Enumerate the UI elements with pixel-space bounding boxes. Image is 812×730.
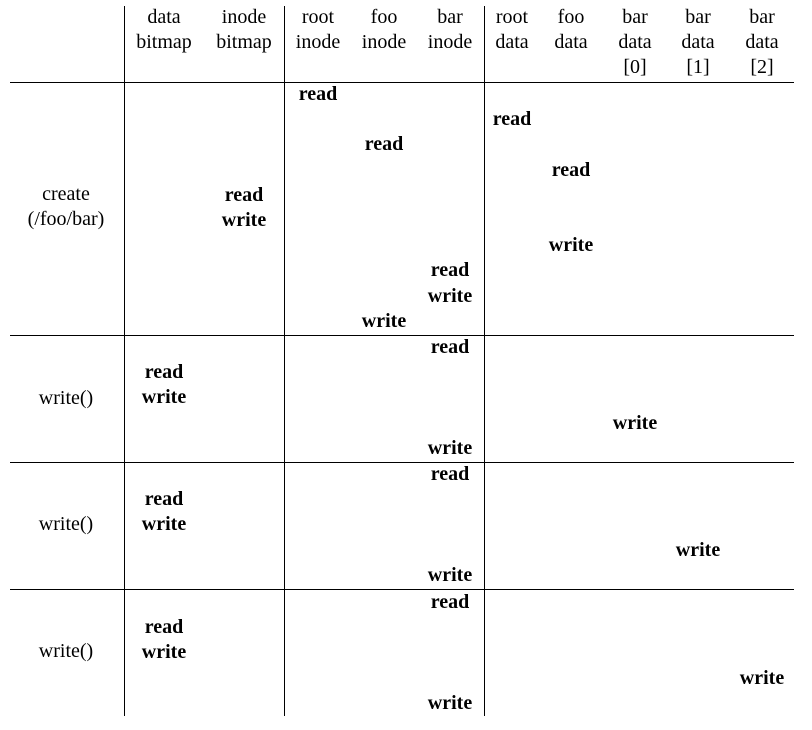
row-label-line: write() [38, 387, 94, 409]
column-header-line: root [495, 6, 529, 28]
row-label-line: (/foo/bar) [27, 208, 105, 230]
operation-write-foo-data: write [548, 234, 594, 257]
column-header-line: bar [685, 6, 711, 28]
column-header-root-inode [286, 5, 350, 55]
horizontal-rule [10, 335, 794, 336]
column-header-line: inode [221, 6, 267, 28]
operation-write-bar-inode: write [427, 691, 473, 714]
operation-read-foo-data: read [551, 158, 591, 181]
column-header-line: root [301, 6, 335, 28]
column-header-line: data [495, 31, 529, 53]
operation-write-data-bitmap: write [141, 641, 187, 664]
operation-read-bar-inode: read [430, 259, 470, 282]
row-label-create [8, 182, 124, 232]
operation-write-foo-inode: write [361, 309, 407, 332]
operation-write-data-bitmap: write [141, 513, 187, 536]
column-header-bar-data-1 [666, 5, 730, 80]
column-header-line: [2] [750, 56, 774, 78]
horizontal-rule [10, 462, 794, 463]
column-header-line: [0] [623, 56, 647, 78]
column-header-line: inode [427, 31, 473, 53]
column-header-line: [1] [686, 56, 710, 78]
column-header-root-data [480, 5, 544, 55]
row-label-write-2 [8, 512, 124, 537]
operation-read-root-data: read [492, 108, 532, 131]
operation-write-data-bitmap: write [141, 386, 187, 409]
operation-read-data-bitmap: read [144, 616, 184, 639]
column-header-line: data [147, 6, 181, 28]
column-header-line: data [745, 31, 779, 53]
column-header-bar-inode [418, 5, 482, 55]
operation-read-bar-inode: read [430, 336, 470, 358]
horizontal-rule [10, 82, 794, 83]
row-label-line: write() [38, 513, 94, 535]
column-header-line: bitmap [136, 31, 192, 53]
operation-write-bar-inode: write [427, 563, 473, 586]
column-header-line: bitmap [216, 31, 272, 53]
column-header-foo-inode [352, 5, 416, 55]
operation-write-inode-bitmap: write [221, 209, 267, 231]
row-label-line: write() [38, 640, 94, 662]
operation-write-bar-inode: write [427, 284, 473, 307]
vertical-rule [284, 6, 285, 716]
row-label-line: create [42, 183, 90, 205]
operation-write-bar-data-0: write [612, 411, 658, 434]
vertical-rule [124, 6, 125, 716]
operation-read-bar-inode: read [430, 591, 470, 613]
column-header-inode-bitmap [212, 5, 276, 55]
operation-write-bar-data-2: write [739, 666, 785, 689]
column-header-line: inode [295, 31, 341, 53]
column-header-line: bar [749, 6, 775, 28]
column-header-line: inode [361, 31, 407, 53]
column-header-line: data [554, 31, 588, 53]
column-header-line: foo [557, 6, 585, 28]
operation-read-inode-bitmap: read [224, 183, 264, 206]
operation-read-data-bitmap: read [144, 361, 184, 384]
column-header-line: foo [370, 6, 398, 28]
column-header-bar-data-0 [603, 5, 667, 80]
column-header-line: data [681, 31, 715, 53]
operation-write-bar-inode: write [427, 436, 473, 459]
column-header-data-bitmap [132, 5, 196, 55]
operation-read-foo-inode: read [364, 133, 404, 156]
operation-read-bar-inode: read [430, 463, 470, 485]
column-header-bar-data-2 [730, 5, 794, 80]
operation-write-bar-data-1: write [675, 538, 721, 561]
row-label-write-1 [8, 386, 124, 411]
column-header-foo-data [539, 5, 603, 55]
column-header-line: data [618, 31, 652, 53]
operation-read-root-inode: read [298, 83, 338, 105]
horizontal-rule [10, 589, 794, 590]
operation-read-data-bitmap: read [144, 488, 184, 511]
row-label-write-3 [8, 639, 124, 664]
column-header-line: bar [437, 6, 463, 28]
column-header-line: bar [622, 6, 648, 28]
